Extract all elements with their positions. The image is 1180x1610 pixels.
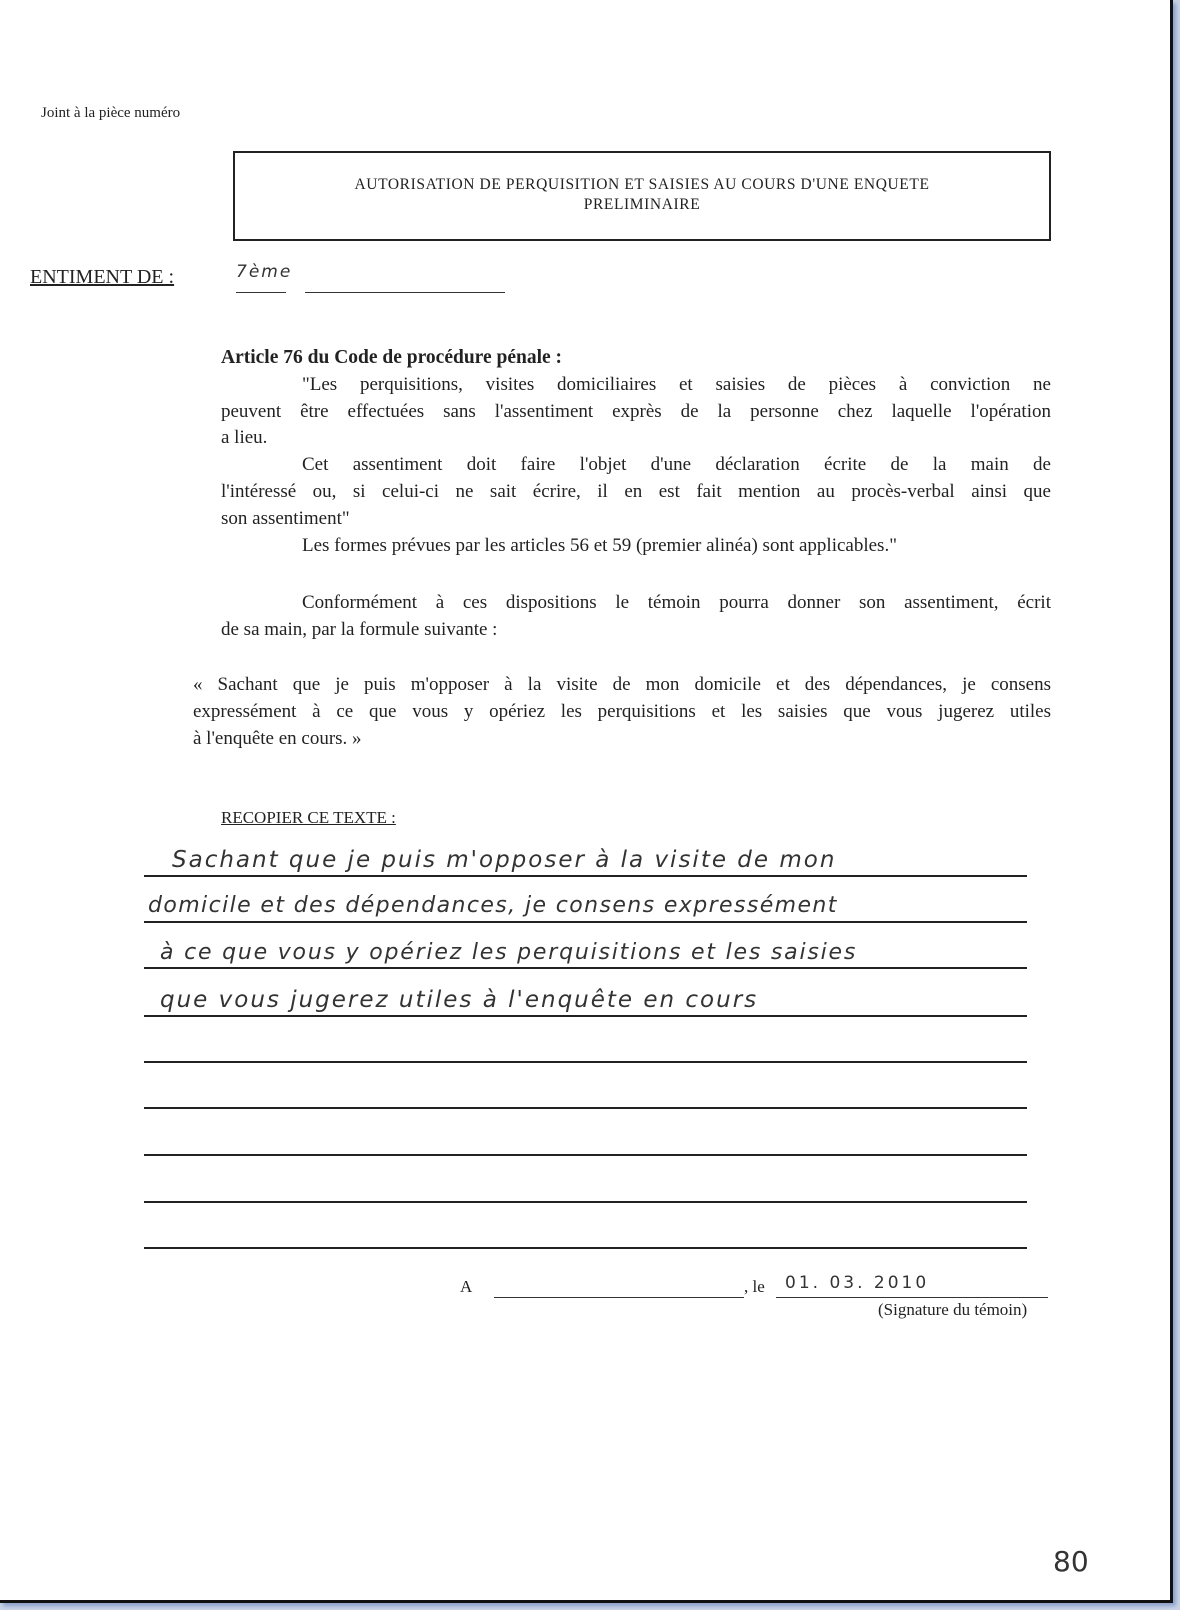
article-line: a lieu. — [221, 427, 268, 448]
handwritten-line: à ce que vous y opériez les perquisitions et les saisies — [160, 940, 858, 965]
page-number: 80 — [1053, 1545, 1089, 1578]
assentiment-value: 7ème — [236, 262, 293, 282]
date-line — [776, 1297, 1048, 1298]
handwritten-line: que vous jugerez utiles à l'enquête en cours — [160, 987, 759, 1013]
writing-line — [144, 1247, 1027, 1249]
date-value: 01. 03. 2010 — [785, 1273, 930, 1293]
article-line: Cet assentiment doit faire l'objet d'une déclaration écrite de la main de — [302, 454, 1051, 475]
place-line — [494, 1297, 744, 1298]
article-line: peuvent être effectuées sans l'assentiment exprès de la personne chez laquelle l'opération — [221, 401, 1051, 422]
writing-line — [144, 1154, 1027, 1156]
article-line: "Les perquisitions, visites domiciliaires et saisies de pièces à conviction ne — [302, 374, 1051, 395]
assentiment-underline-2 — [305, 292, 505, 293]
article-line: Les formes prévues par les articles 56 et 59 (premier alinéa) sont applicables." — [302, 535, 897, 556]
article-line: son assentiment" — [221, 508, 350, 529]
writing-line — [144, 921, 1027, 923]
article-line: l'intéressé ou, si celui-ci ne sait écrire, il en est fait mention au procès-verbal ainsi que — [221, 481, 1051, 502]
writing-line — [144, 875, 1027, 877]
handwritten-line: domicile et des dépendances, je consens expressément — [148, 893, 838, 918]
assentiment-label: ENTIMENT DE : — [30, 266, 175, 288]
conformement-line: Conformément à ces dispositions le témoin pourra donner son assentiment, écrit — [302, 592, 1051, 613]
writing-line — [144, 1201, 1027, 1203]
title-line-1: AUTORISATION DE PERQUISITION ET SAISIES AU COURS D'UNE ENQUETE — [354, 176, 930, 193]
handwritten-line: Sachant que je puis m'opposer à la visite de mon — [172, 847, 837, 873]
assentiment-underline — [236, 292, 286, 293]
formula-line: expressément à ce que vous y opériez les perquisitions et les saisies que vous jugerez utiles — [193, 701, 1051, 722]
signature-label: (Signature du témoin) — [878, 1300, 1028, 1319]
conformement-line: de sa main, par la formule suivante : — [221, 619, 498, 640]
title-box — [233, 151, 1051, 241]
writing-line — [144, 1015, 1027, 1017]
title-line-2: PRELIMINAIRE — [583, 196, 701, 213]
formula-line: à l'enquête en cours. » — [193, 728, 362, 749]
joint-label: Joint à la pièce numéro — [41, 105, 181, 121]
writing-line — [144, 1107, 1027, 1109]
copy-label: RECOPIER CE TEXTE : — [221, 808, 396, 827]
article-heading: Article 76 du Code de procédure pénale : — [221, 347, 563, 368]
writing-line — [144, 967, 1027, 969]
place-prefix: A — [460, 1277, 473, 1296]
writing-line — [144, 1061, 1027, 1063]
date-prefix: , le — [744, 1277, 765, 1296]
formula-line: « Sachant que je puis m'opposer à la visite de mon domicile et des dépendances, je consens — [193, 674, 1051, 695]
